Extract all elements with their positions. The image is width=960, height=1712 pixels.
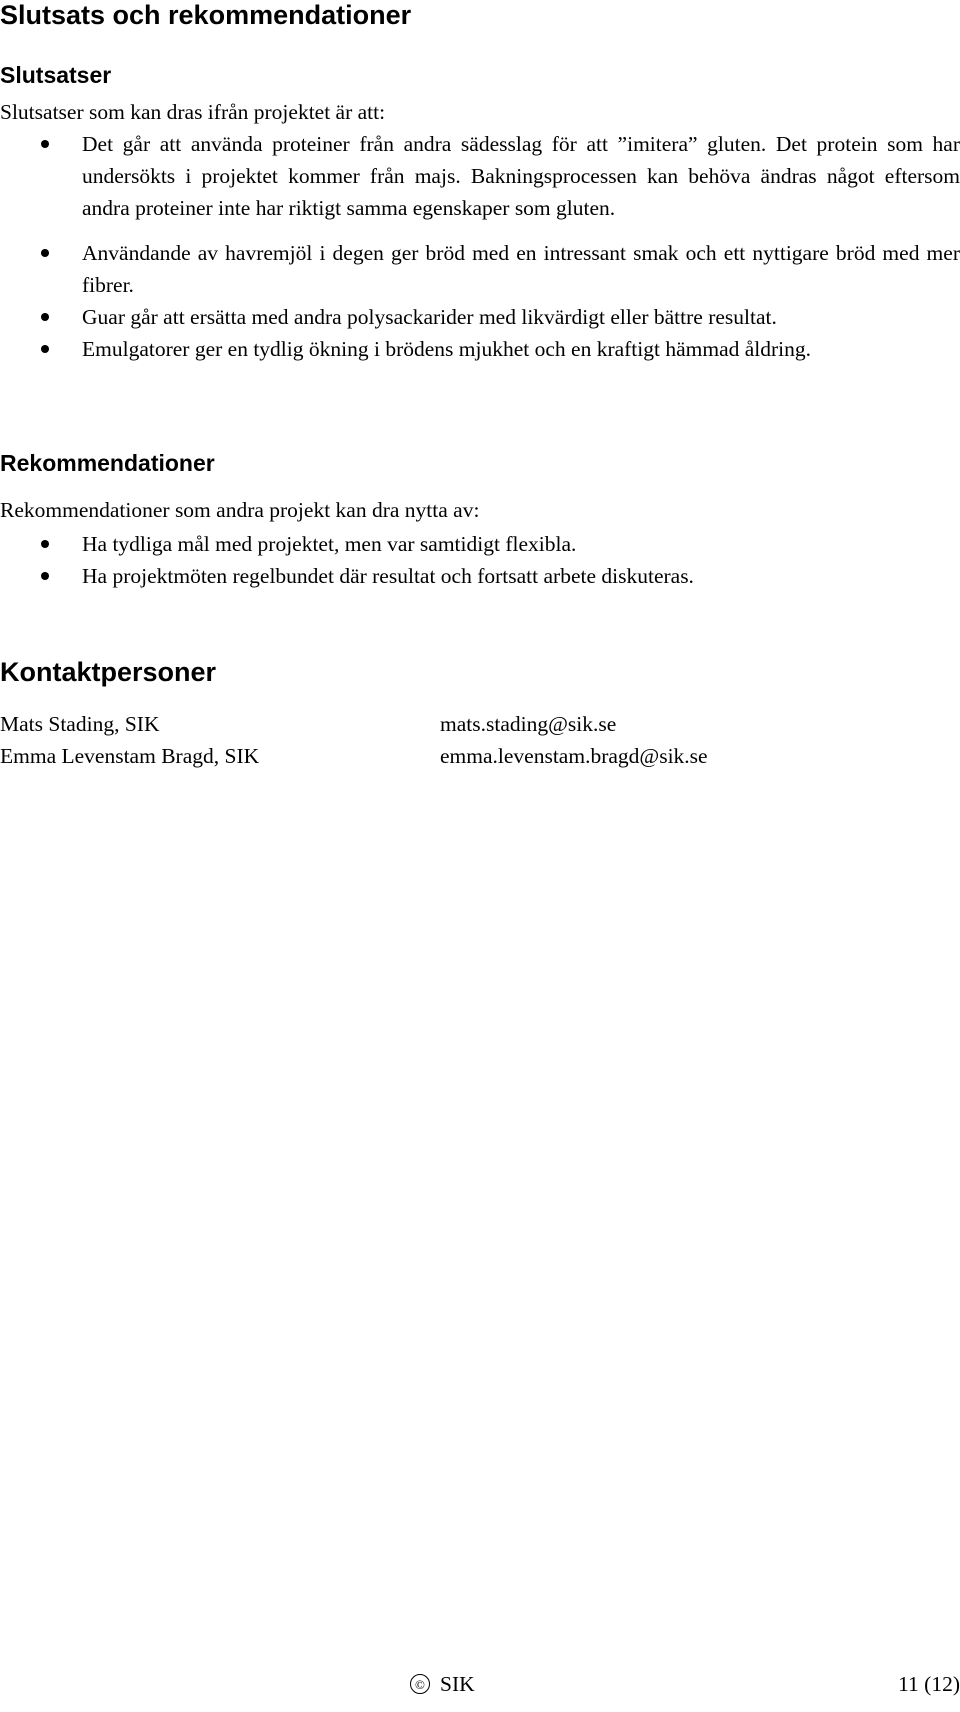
contact-email: emma.levenstam.bragd@sik.se <box>440 744 708 768</box>
contact-email: mats.stading@sik.se <box>440 712 617 736</box>
recommendations-intro: Rekommendationer som andra projekt kan dra nytta av: <box>0 498 480 522</box>
list-item <box>0 301 960 333</box>
conclusions-heading: Slutsatser <box>0 62 112 88</box>
contact-name: Emma Levenstam Bragd, SIK <box>0 744 260 768</box>
contact-name: Mats Stading, SIK <box>0 712 160 736</box>
recommendations-list <box>0 528 960 592</box>
recommendations-heading: Rekommendationer <box>0 450 215 476</box>
list-item-text: Emulgatorer ger en tydlig ökning i brödens mjukhet och en kraftigt hämmad åldring. <box>82 337 812 361</box>
bullet-icon <box>41 345 49 353</box>
page-number: 11 (12) <box>898 1672 960 1696</box>
page-title: Slutsats och rekommendationer <box>0 0 412 30</box>
contacts-heading: Kontaktpersoner <box>0 657 217 687</box>
footer-org <box>410 1668 475 1700</box>
bullet-icon <box>41 540 49 548</box>
conclusions-list <box>0 128 960 397</box>
list-item <box>0 128 960 224</box>
list-item <box>0 237 960 301</box>
list-item-text: Ha projektmöten regelbundet där resultat och fortsatt arbete diskuteras. <box>82 564 694 588</box>
conclusions-intro: Slutsatser som kan dras ifrån projektet är att: <box>0 100 386 124</box>
list-item-text: Det går att använda proteiner från andra sädesslag för att ”imitera” gluten. Det protein som har undersökts i projektet kommer från majs. Bakningsprocessen kan behöva ändras något eftersom andra proteiner inte har riktigt samma egenskaper som gluten. <box>82 132 960 220</box>
list-item-text: Guar går att ersätta med andra polysackarider med likvärdigt eller bättre resultat. <box>82 305 777 329</box>
list-item-text: Ha tydliga mål med projektet, men var samtidigt flexibla. <box>82 532 577 556</box>
page-footer <box>0 1668 960 1700</box>
footer-org-name: SIK <box>440 1672 475 1696</box>
list-item-text: Användande av havremjöl i degen ger bröd med en intressant smak och ett nyttigare bröd med mer fibrer. <box>82 241 960 297</box>
copyright-icon: © <box>410 1674 430 1694</box>
bullet-icon <box>41 572 49 580</box>
bullet-icon <box>41 140 49 148</box>
list-item <box>0 333 960 397</box>
list-item <box>0 560 960 592</box>
bullet-icon <box>41 313 49 321</box>
list-item <box>0 528 960 560</box>
bullet-icon <box>41 249 49 257</box>
